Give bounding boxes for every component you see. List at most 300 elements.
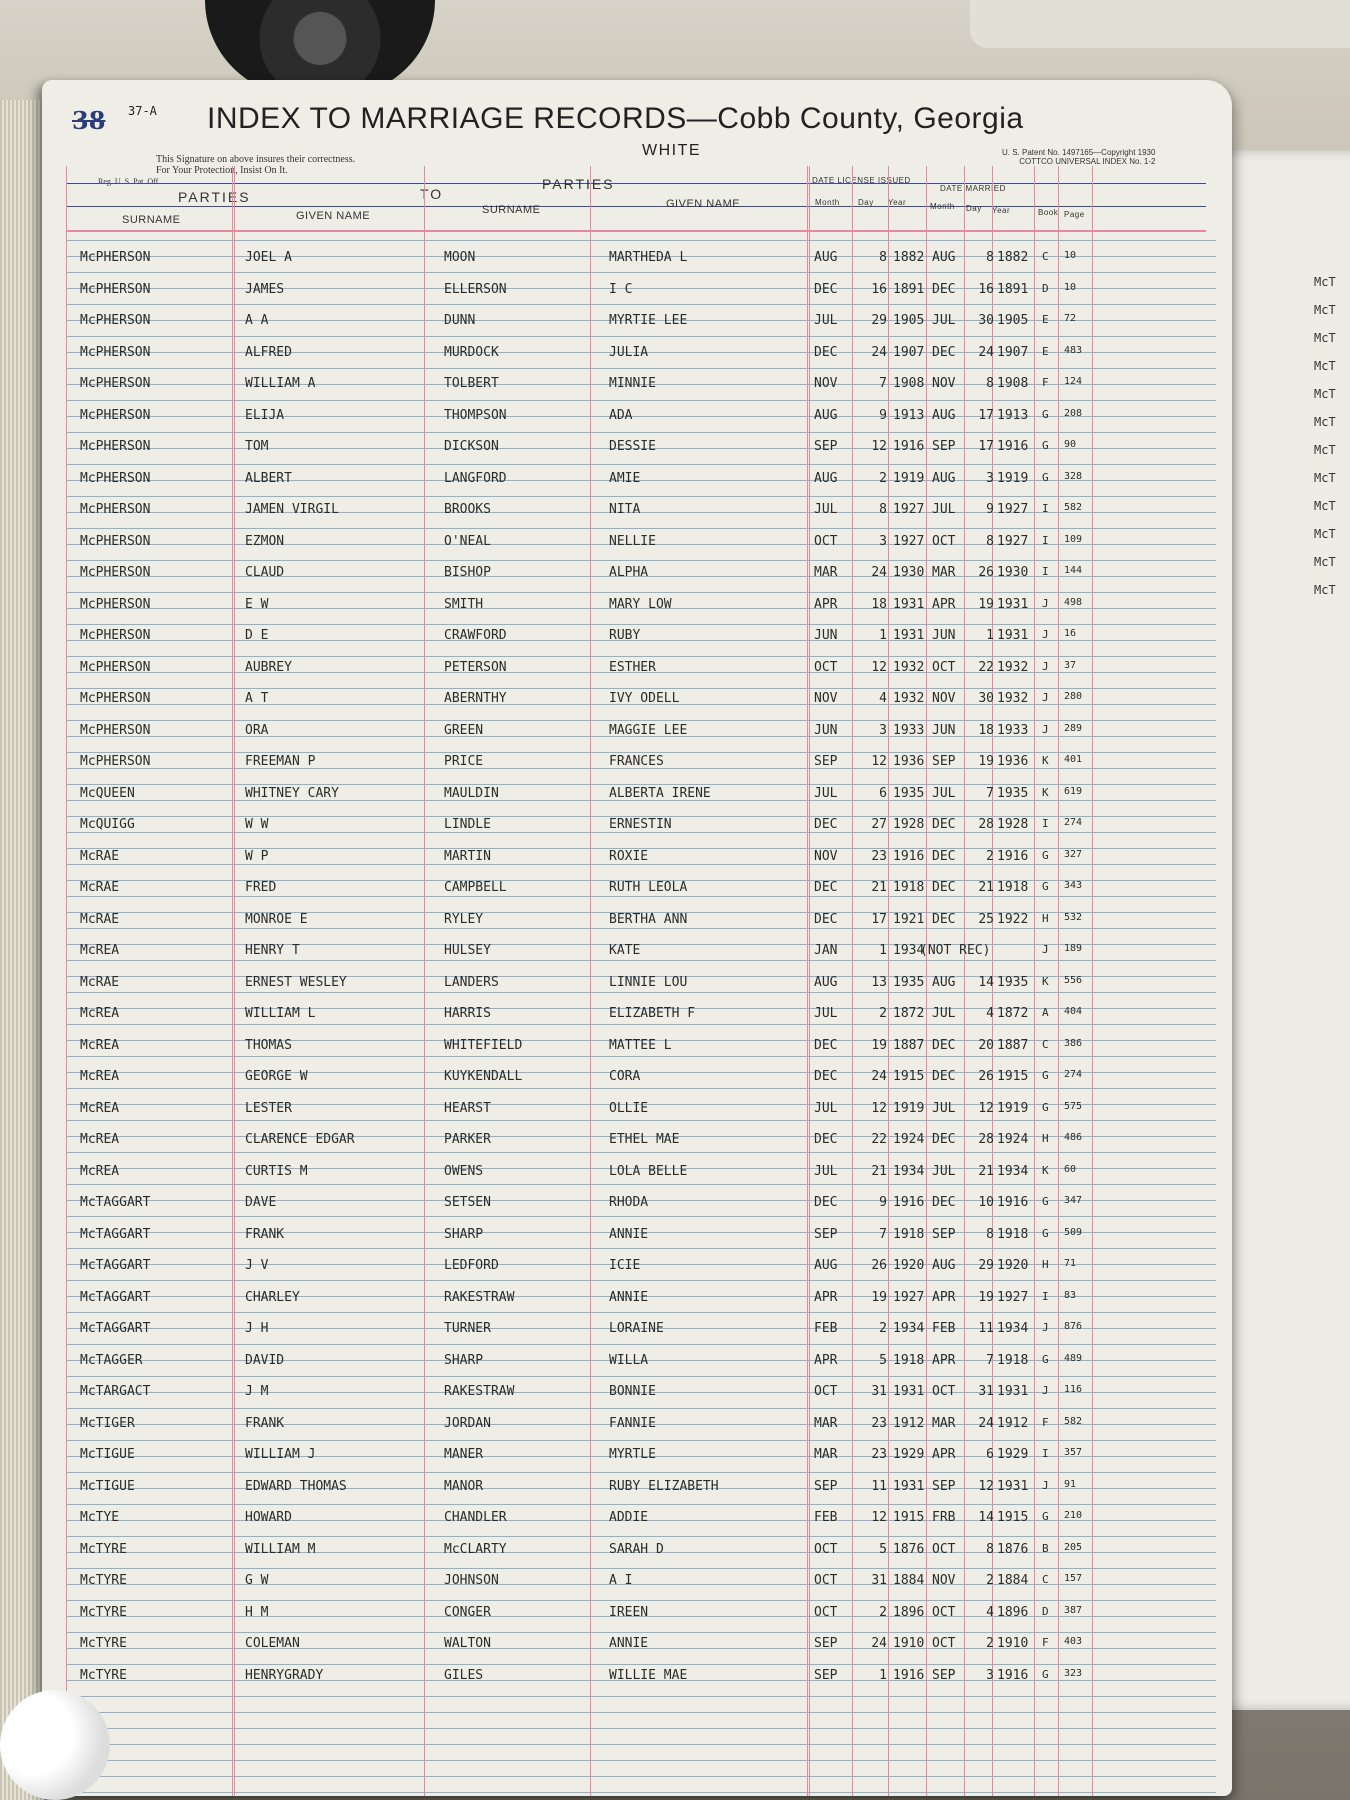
- license-month-cell: JUL: [814, 502, 838, 517]
- license-year-cell: 1882: [893, 250, 925, 265]
- table-row: [42, 1479, 1232, 1509]
- married-year-cell: 1932: [997, 691, 1029, 706]
- page-cell: 109: [1064, 533, 1083, 545]
- facing-page-entry: McT: [1314, 443, 1336, 457]
- married-year-cell: 1934: [997, 1163, 1029, 1179]
- license-day-cell: 29: [871, 313, 887, 328]
- given-name-cell: G W: [245, 1573, 269, 1588]
- license-year-cell: 1934: [893, 943, 925, 958]
- spouse-surname-cell: LANGFORD: [444, 470, 507, 486]
- married-day-cell: 22: [978, 659, 994, 675]
- married-month-cell: JUL: [932, 1100, 956, 1116]
- married-day-cell: 14: [978, 974, 994, 990]
- table-row: [42, 282, 1232, 312]
- license-month-cell: AUG: [814, 974, 838, 990]
- given-name-cell: ORA: [245, 722, 269, 738]
- married-month-cell: JUN: [932, 628, 956, 643]
- surname-cell: McTAGGART: [80, 1321, 151, 1336]
- married-day-cell: 30: [978, 691, 994, 706]
- page-cell: 83: [1064, 1289, 1077, 1301]
- table-row: [42, 628, 1232, 658]
- license-year-cell: 1907: [893, 344, 925, 360]
- married-year-cell: 1936: [997, 754, 1029, 769]
- married-year-cell: 1919: [997, 1100, 1029, 1116]
- spouse-given-name-cell: LORAINE: [609, 1321, 664, 1336]
- license-month-cell: OCT: [814, 1573, 838, 1588]
- page-cell: 210: [1064, 1510, 1083, 1521]
- license-month-cell: FEB: [814, 1510, 838, 1525]
- married-day-cell: 26: [978, 1069, 994, 1084]
- married-day-cell: 26: [978, 565, 994, 580]
- book-cell: G: [1042, 1100, 1049, 1114]
- page-cell: 532: [1064, 911, 1083, 923]
- table-row: [42, 250, 1232, 280]
- license-day-cell: 2: [879, 1321, 887, 1336]
- married-day-cell: 4: [986, 1604, 994, 1620]
- ruled-line: [66, 240, 1216, 241]
- signature-note-line-2: For Your Protection, Insist On It.: [156, 165, 288, 176]
- spouse-surname-cell: TOLBERT: [444, 376, 499, 391]
- col-page: Page: [1064, 210, 1085, 219]
- married-year-cell: 1918: [997, 1226, 1029, 1242]
- license-month-cell: OCT: [814, 1604, 838, 1620]
- spouse-given-name-cell: DESSIE: [609, 439, 656, 454]
- married-year-cell: 1927: [997, 533, 1029, 549]
- facing-page-entry: McT: [1314, 387, 1336, 401]
- license-day-cell: 8: [879, 502, 887, 517]
- spouse-given-name-cell: NITA: [609, 502, 641, 517]
- surname-cell: McPHERSON: [80, 376, 151, 391]
- married-month-cell: APR: [932, 596, 956, 612]
- married-month-cell: DEC: [932, 880, 956, 895]
- book-cell: I: [1042, 1289, 1049, 1303]
- given-name-cell: TOM: [245, 439, 269, 454]
- spouse-surname-cell: BISHOP: [444, 565, 491, 580]
- given-name-cell: JOEL A: [245, 250, 292, 265]
- license-month-cell: SEP: [814, 1478, 838, 1494]
- page-cell: 575: [1064, 1100, 1083, 1112]
- license-day-cell: 11: [871, 1478, 887, 1494]
- married-year-cell: 1918: [997, 1352, 1029, 1368]
- license-day-cell: 24: [871, 1636, 887, 1651]
- license-day-cell: 1: [879, 628, 887, 643]
- license-day-cell: 6: [879, 785, 887, 801]
- table-row: [42, 313, 1232, 343]
- page-cell: 876: [1064, 1321, 1083, 1332]
- patent-note: [1002, 148, 1155, 166]
- married-year-cell: 1872: [997, 1006, 1029, 1021]
- spouse-surname-cell: HARRIS: [444, 1006, 491, 1021]
- surname-cell: McPHERSON: [80, 596, 151, 612]
- license-month-cell: AUG: [814, 1258, 838, 1273]
- married-month-cell: NOV: [932, 1573, 956, 1588]
- married-year-cell: 1924: [997, 1132, 1029, 1147]
- license-year-cell: 1935: [893, 974, 925, 990]
- license-year-cell: 1916: [893, 1667, 925, 1683]
- table-row: [42, 1447, 1232, 1477]
- married-year-cell: 1931: [997, 596, 1029, 612]
- married-year-cell: 1916: [997, 439, 1029, 454]
- given-name-cell: WILLIAM L: [245, 1006, 316, 1021]
- page-cell: 91: [1064, 1478, 1077, 1490]
- license-day-cell: 16: [871, 281, 887, 297]
- license-year-cell: 1918: [893, 880, 925, 895]
- married-year-cell: 1931: [997, 1478, 1029, 1494]
- license-month-cell: FEB: [814, 1321, 838, 1336]
- page-cell: 357: [1064, 1447, 1083, 1458]
- license-month-cell: MAR: [814, 1447, 838, 1462]
- spouse-given-name-cell: MYRTIE LEE: [609, 313, 688, 328]
- surname-cell: McPHERSON: [80, 533, 151, 549]
- spouse-surname-cell: LINDLE: [444, 817, 491, 832]
- married-month-cell: JUL: [932, 785, 956, 801]
- married-day-cell: 24: [978, 344, 994, 360]
- license-month-cell: DEC: [814, 281, 838, 297]
- spouse-surname-cell: PARKER: [444, 1132, 491, 1147]
- married-year-cell: 1931: [997, 628, 1029, 643]
- book-cell: G: [1042, 407, 1049, 421]
- given-name-cell: DAVID: [245, 1352, 285, 1368]
- married-day-cell: 18: [978, 722, 994, 738]
- signature-reg: Reg. U. S. Pat. Off.: [98, 177, 161, 186]
- given-name-cell: CLAUD: [245, 565, 285, 580]
- married-day-cell: 8: [986, 533, 994, 549]
- surname-cell: McTYE: [80, 1510, 120, 1525]
- table-row: [42, 1101, 1232, 1131]
- license-year-cell: 1929: [893, 1447, 925, 1462]
- book-cell: K: [1042, 785, 1049, 799]
- married-day-cell: 14: [978, 1510, 994, 1525]
- table-row: [42, 817, 1232, 847]
- spouse-surname-cell: RAKESTRAW: [444, 1384, 515, 1399]
- license-day-cell: 9: [879, 1195, 887, 1210]
- married-day-cell: 7: [986, 785, 994, 801]
- surname-cell: McREA: [80, 1069, 120, 1084]
- page-cell: 116: [1064, 1384, 1083, 1395]
- license-month-cell: SEP: [814, 1667, 838, 1683]
- surname-cell: McRAE: [80, 911, 120, 927]
- spouse-surname-cell: WHITEFIELD: [444, 1037, 523, 1053]
- surname-cell: McPHERSON: [80, 502, 151, 517]
- page-cell: 328: [1064, 470, 1083, 482]
- license-year-cell: 1927: [893, 533, 925, 549]
- license-year-cell: 1872: [893, 1006, 925, 1021]
- license-day-cell: 24: [871, 565, 887, 580]
- married-year-cell: 1910: [997, 1636, 1029, 1651]
- married-month-cell: FRB: [932, 1510, 956, 1525]
- surname-cell: McTYRE: [80, 1604, 127, 1620]
- given-name-cell: JAMEN VIRGIL: [245, 502, 339, 517]
- book-cell: G: [1042, 1352, 1049, 1366]
- book-cell: J: [1042, 691, 1049, 704]
- married-day-cell: 19: [978, 754, 994, 769]
- table-row: [42, 1132, 1232, 1162]
- patent-line-1: U. S. Patent No. 1497165—Copyright 1930: [1002, 148, 1156, 157]
- license-year-cell: 1927: [893, 1289, 925, 1305]
- spouse-surname-cell: SHARP: [444, 1226, 484, 1242]
- given-name-cell: E W: [245, 596, 269, 612]
- spouse-given-name-cell: ESTHER: [609, 659, 656, 675]
- spouse-given-name-cell: RUTH LEOLA: [609, 880, 688, 895]
- table-row: [42, 1227, 1232, 1257]
- married-year-cell: 1916: [997, 848, 1029, 864]
- license-month-cell: JUL: [814, 1100, 838, 1116]
- spouse-surname-cell: HULSEY: [444, 943, 491, 958]
- table-row: [42, 502, 1232, 532]
- license-year-cell: 1934: [893, 1163, 925, 1179]
- given-name-cell: CHARLEY: [245, 1289, 300, 1305]
- book-cell: C: [1042, 1573, 1049, 1586]
- married-month-cell: AUG: [932, 250, 956, 265]
- book-cell: I: [1042, 1447, 1049, 1460]
- spouse-given-name-cell: MINNIE: [609, 376, 656, 391]
- surname-cell: McTAGGER: [80, 1352, 143, 1368]
- license-month-cell: SEP: [814, 754, 838, 769]
- surname-cell: McRAE: [80, 848, 120, 864]
- table-row: [42, 1573, 1232, 1603]
- license-month-cell: NOV: [814, 376, 838, 391]
- table-row: [42, 880, 1232, 910]
- given-name-cell: DAVE: [245, 1195, 277, 1210]
- page-cell: 37: [1064, 659, 1077, 671]
- book-cell: G: [1042, 1069, 1049, 1082]
- spouse-surname-cell: CHANDLER: [444, 1510, 507, 1525]
- book-cell: H: [1042, 1132, 1049, 1145]
- spouse-given-name-cell: ANNIE: [609, 1289, 649, 1305]
- license-day-cell: 2: [879, 1604, 887, 1620]
- license-month-cell: JUL: [814, 785, 838, 801]
- married-year-cell: 1928: [997, 817, 1029, 832]
- license-year-cell: 1891: [893, 281, 925, 297]
- license-year-cell: 1935: [893, 785, 925, 801]
- married-day-cell: 3: [986, 470, 994, 486]
- table-row: [42, 660, 1232, 690]
- page-cell: 486: [1064, 1132, 1083, 1143]
- given-name-cell: FREEMAN P: [245, 754, 316, 769]
- license-year-cell: 1910: [893, 1636, 925, 1651]
- married-month-cell: (NOT REC): [920, 943, 991, 958]
- table-row: [42, 1195, 1232, 1225]
- spouse-given-name-cell: ALPHA: [609, 565, 649, 580]
- page-cell: 289: [1064, 722, 1083, 734]
- surname-cell: McPHERSON: [80, 722, 151, 738]
- married-month-cell: DEC: [932, 281, 956, 297]
- page-cell: 280: [1064, 691, 1083, 702]
- book-cell: J: [1042, 1478, 1049, 1492]
- table-row: [42, 1038, 1232, 1068]
- married-year-cell: 1912: [997, 1415, 1029, 1431]
- married-day-cell: 24: [978, 1415, 994, 1431]
- spouse-given-name-cell: FANNIE: [609, 1415, 656, 1431]
- license-day-cell: 3: [879, 722, 887, 738]
- page-cell: 10: [1064, 281, 1077, 293]
- married-month-cell: SEP: [932, 1478, 956, 1494]
- surname-cell: McREA: [80, 943, 120, 958]
- spouse-given-name-cell: MATTEE L: [609, 1037, 672, 1053]
- table-row: [42, 1542, 1232, 1572]
- license-day-cell: 8: [879, 250, 887, 265]
- book-cell: J: [1042, 1384, 1049, 1397]
- spouse-given-name-cell: MARY LOW: [609, 596, 672, 612]
- spouse-surname-cell: PETERSON: [444, 659, 507, 675]
- page-cell: 347: [1064, 1195, 1083, 1206]
- desk-object: [970, 0, 1350, 48]
- married-day-cell: 9: [986, 502, 994, 517]
- book-cell: C: [1042, 1037, 1049, 1051]
- license-month-cell: DEC: [814, 911, 838, 927]
- spouse-surname-cell: LEDFORD: [444, 1258, 499, 1273]
- col-parties-left: PARTIES: [178, 189, 251, 205]
- page-cell: 274: [1064, 817, 1083, 828]
- license-day-cell: 21: [871, 1163, 887, 1179]
- married-month-cell: MAR: [932, 1415, 956, 1431]
- table-row: [42, 1636, 1232, 1666]
- license-month-cell: OCT: [814, 659, 838, 675]
- married-month-cell: APR: [932, 1352, 956, 1368]
- married-day-cell: 1: [986, 628, 994, 643]
- license-month-cell: DEC: [814, 1132, 838, 1147]
- spouse-surname-cell: PRICE: [444, 754, 484, 769]
- married-month-cell: OCT: [932, 1604, 956, 1620]
- page-cell: 556: [1064, 974, 1083, 986]
- spouse-surname-cell: MANER: [444, 1447, 484, 1462]
- license-day-cell: 17: [871, 911, 887, 927]
- surname-cell: McTAGGART: [80, 1289, 151, 1305]
- given-name-cell: ALBERT: [245, 470, 292, 486]
- married-day-cell: 12: [978, 1478, 994, 1494]
- ruled-line: [66, 1792, 1216, 1793]
- table-row: [42, 849, 1232, 879]
- married-month-cell: OCT: [932, 1636, 956, 1651]
- given-name-cell: ELIJA: [245, 407, 285, 423]
- spouse-surname-cell: JORDAN: [444, 1415, 491, 1431]
- license-day-cell: 22: [871, 1132, 887, 1147]
- book-cell: G: [1042, 439, 1049, 452]
- married-month-cell: AUG: [932, 1258, 956, 1273]
- license-year-cell: 1887: [893, 1037, 925, 1053]
- table-row: [42, 1510, 1232, 1540]
- spouse-given-name-cell: CORA: [609, 1069, 641, 1084]
- license-month-cell: AUG: [814, 250, 838, 265]
- page-edges: [0, 100, 44, 1800]
- license-month-cell: SEP: [814, 1226, 838, 1242]
- married-day-cell: 30: [978, 313, 994, 328]
- surname-cell: McTIGER: [80, 1415, 135, 1431]
- page-cell: 404: [1064, 1006, 1083, 1017]
- given-name-cell: A A: [245, 313, 269, 328]
- page-cell: 582: [1064, 1415, 1083, 1427]
- license-day-cell: 7: [879, 1226, 887, 1242]
- table-row: [42, 1605, 1232, 1635]
- given-name-cell: MONROE E: [245, 911, 308, 927]
- married-month-cell: JUL: [932, 1163, 956, 1179]
- given-name-cell: CLARENCE EDGAR: [245, 1132, 355, 1147]
- given-name-cell: COLEMAN: [245, 1636, 300, 1651]
- spouse-given-name-cell: RUBY: [609, 628, 641, 643]
- given-name-cell: W W: [245, 817, 269, 832]
- spouse-surname-cell: DICKSON: [444, 439, 499, 454]
- spouse-given-name-cell: ICIE: [609, 1258, 641, 1273]
- col-year-2: Year: [992, 206, 1011, 215]
- surname-cell: McTYRE: [80, 1636, 127, 1651]
- given-name-cell: CURTIS M: [245, 1163, 308, 1179]
- given-name-cell: ERNEST WESLEY: [245, 974, 347, 990]
- married-year-cell: 1935: [997, 785, 1029, 801]
- license-month-cell: APR: [814, 596, 838, 612]
- license-year-cell: 1921: [893, 911, 925, 927]
- license-year-cell: 1905: [893, 313, 925, 328]
- facing-page-entry: McT: [1314, 583, 1336, 597]
- spouse-given-name-cell: ADA: [609, 407, 633, 423]
- license-day-cell: 7: [879, 376, 887, 391]
- license-year-cell: 1912: [893, 1415, 925, 1431]
- book-cell: K: [1042, 754, 1049, 767]
- spouse-surname-cell: CONGER: [444, 1604, 491, 1620]
- given-name-cell: D E: [245, 628, 269, 643]
- surname-cell: McREA: [80, 1163, 120, 1179]
- spouse-given-name-cell: ANNIE: [609, 1226, 649, 1242]
- sub-number: 37-A: [128, 104, 157, 118]
- license-month-cell: OCT: [814, 533, 838, 549]
- license-year-cell: 1915: [893, 1510, 925, 1525]
- book-cell: D: [1042, 281, 1049, 295]
- book-cell: F: [1042, 1636, 1049, 1649]
- book-cell: J: [1042, 659, 1049, 673]
- married-day-cell: 17: [978, 407, 994, 423]
- license-month-cell: JAN: [814, 943, 838, 958]
- facing-page-entry: McT: [1314, 415, 1336, 429]
- given-name-cell: GEORGE W: [245, 1069, 308, 1084]
- spouse-surname-cell: McCLARTY: [444, 1541, 507, 1557]
- married-day-cell: 2: [986, 1636, 994, 1651]
- given-name-cell: THOMAS: [245, 1037, 292, 1053]
- spouse-given-name-cell: BERTHA ANN: [609, 911, 688, 927]
- page-cell: 60: [1064, 1163, 1077, 1175]
- given-name-cell: FRANK: [245, 1226, 285, 1242]
- married-day-cell: 20: [978, 1037, 994, 1053]
- married-month-cell: DEC: [932, 1132, 956, 1147]
- license-day-cell: 12: [871, 1510, 887, 1525]
- patent-line-2: COTTCO UNIVERSAL INDEX No. 1-2: [1019, 157, 1156, 166]
- table-row: [42, 1164, 1232, 1194]
- married-year-cell: 1935: [997, 974, 1029, 990]
- spouse-given-name-cell: MARTHEDA L: [609, 250, 688, 265]
- license-month-cell: OCT: [814, 1541, 838, 1557]
- given-name-cell: J H: [245, 1321, 269, 1336]
- signature-note-line-1: This Signature on above insures their correctness.: [156, 154, 356, 165]
- page-cell: 327: [1064, 848, 1083, 860]
- license-year-cell: 1930: [893, 565, 925, 580]
- table-row: [42, 1353, 1232, 1383]
- married-day-cell: 21: [978, 880, 994, 895]
- surname-cell: McREA: [80, 1132, 120, 1147]
- license-year-cell: 1916: [893, 848, 925, 864]
- book-cell: K: [1042, 1163, 1049, 1177]
- surname-cell: McPHERSON: [80, 470, 151, 486]
- table-row: [42, 1290, 1232, 1320]
- surname-cell: McPHERSON: [80, 439, 151, 454]
- surname-cell: McTYRE: [80, 1541, 127, 1557]
- married-day-cell: 8: [986, 1541, 994, 1557]
- married-month-cell: JUL: [932, 313, 956, 328]
- married-year-cell: 1916: [997, 1667, 1029, 1683]
- spouse-surname-cell: MURDOCK: [444, 344, 499, 360]
- married-month-cell: SEP: [932, 439, 956, 454]
- table-row: [42, 786, 1232, 816]
- given-name-cell: HENRYGRADY: [245, 1667, 324, 1683]
- license-month-cell: JUL: [814, 1163, 838, 1179]
- married-year-cell: 1907: [997, 344, 1029, 360]
